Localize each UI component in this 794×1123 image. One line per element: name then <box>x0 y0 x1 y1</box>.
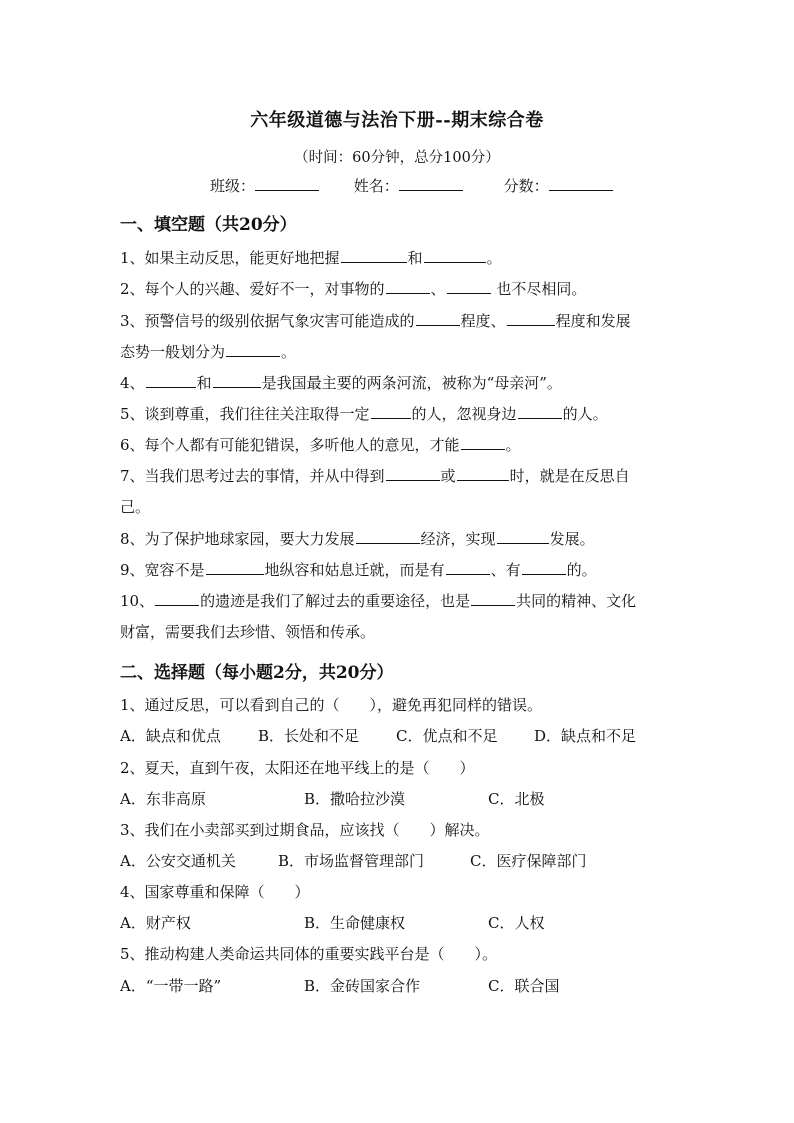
option-c[interactable]: C．人权 <box>488 914 545 932</box>
question-9 <box>120 559 680 581</box>
answer-blank[interactable] <box>457 467 509 481</box>
answer-blank[interactable] <box>424 249 486 263</box>
q5-text: 的人。 <box>562 405 608 423</box>
q3-text: 程度和发展 <box>555 312 631 330</box>
q8-text: 发展。 <box>549 530 595 548</box>
option-b[interactable]: B．生命健康权 <box>304 914 406 932</box>
q3-text: 3、预警信号的级别依据气象灾害可能造成的 <box>120 312 415 330</box>
q3-text: 程度、 <box>460 312 506 330</box>
answer-blank[interactable] <box>206 561 264 575</box>
choice-options-1 <box>120 725 680 747</box>
choice-question-1: 1、通过反思，可以看到自己的（ ），避免再犯同样的错误。 <box>120 696 543 714</box>
question-7-line-2: 己。 <box>120 498 151 516</box>
q4-text: 4、 <box>120 374 145 392</box>
name-label: 姓名： <box>353 177 399 195</box>
answer-blank[interactable] <box>522 561 566 575</box>
answer-blank[interactable] <box>155 592 199 606</box>
score-field <box>504 175 613 196</box>
section-fill-in-heading: 一、填空题（共20分） <box>120 215 297 235</box>
q3-text: 。 <box>281 343 297 361</box>
q6-text: 6、每个人都有可能犯错误，多听他人的意见，才能 <box>120 436 460 454</box>
q10-text: 的遗迹是我们了解过去的重要途径，也是 <box>200 592 471 610</box>
answer-blank[interactable] <box>213 374 261 388</box>
q7-text: 时，就是在反思自 <box>509 467 630 485</box>
choice-options-3 <box>120 850 680 872</box>
option-b[interactable]: B．撒哈拉沙漠 <box>304 790 406 808</box>
question-1 <box>120 247 680 269</box>
q10-text: 10、 <box>120 592 155 610</box>
name-field <box>354 175 463 196</box>
choice-question-3: 3、我们在小卖部买到过期食品，应该找（ ）解决。 <box>120 821 490 839</box>
class-field <box>210 175 319 196</box>
option-c[interactable]: C．医疗保障部门 <box>470 852 587 870</box>
score-blank[interactable] <box>549 176 613 191</box>
exam-subtitle: （时间：60分钟，总分100分） <box>294 150 500 166</box>
question-8 <box>120 528 680 550</box>
option-d[interactable]: D．缺点和不足 <box>534 727 637 745</box>
option-a[interactable]: A．缺点和优点 <box>120 727 221 745</box>
option-a[interactable]: A．公安交通机关 <box>120 852 236 870</box>
choice-options-4 <box>120 912 680 934</box>
q2-text: 也不尽相同。 <box>496 280 587 298</box>
section-choice-heading: 二、选择题（每小题2分，共20分） <box>120 663 394 683</box>
q1-text: 。 <box>486 249 502 267</box>
q8-text: 经济，实现 <box>420 530 496 548</box>
q9-text: 、有 <box>490 561 521 579</box>
choice-question-4: 4、国家尊重和保障（ ） <box>120 883 310 901</box>
question-3-line-1 <box>120 310 680 332</box>
q5-text: 的人，忽视身边 <box>411 405 517 423</box>
q2-text: 2、每个人的兴趣、爱好不一，对事物的 <box>120 280 385 298</box>
option-c[interactable]: C．北极 <box>488 790 545 808</box>
q6-text: 。 <box>505 436 521 454</box>
option-b[interactable]: B．市场监督管理部门 <box>278 852 425 870</box>
answer-blank[interactable] <box>518 405 562 419</box>
q2-text: 、 <box>430 280 446 298</box>
question-3-line-2 <box>120 341 680 363</box>
option-a[interactable]: A．财产权 <box>120 914 191 932</box>
q1-text: 1、如果主动反思，能更好地把握 <box>120 249 340 267</box>
answer-blank[interactable] <box>416 312 460 326</box>
option-a[interactable]: A．“一带一路” <box>120 977 222 995</box>
name-blank[interactable] <box>399 176 463 191</box>
q10-text: 共同的精神、文化 <box>516 592 637 610</box>
choice-options-2 <box>120 788 680 810</box>
student-info-row <box>210 175 630 196</box>
q9-text: 地纵容和姑息迁就，而是有 <box>264 561 445 579</box>
choice-question-5: 5、推动构建人类命运共同体的重要实践平台是（ ）。 <box>120 945 498 963</box>
option-b[interactable]: B．金砖国家合作 <box>304 977 421 995</box>
score-label: 分数： <box>503 177 549 195</box>
q9-text: 的。 <box>566 561 597 579</box>
q7-text: 7、当我们思考过去的事情，并从中得到 <box>120 467 385 485</box>
q4-text: 是我国最主要的两条河流，被称为“母亲河”。 <box>261 374 562 392</box>
option-c[interactable]: C．优点和不足 <box>396 727 498 745</box>
q9-text: 9、宽容不是 <box>120 561 205 579</box>
option-c[interactable]: C．联合国 <box>488 977 560 995</box>
answer-blank[interactable] <box>356 530 420 544</box>
answer-blank[interactable] <box>461 436 505 450</box>
q4-text: 和 <box>196 374 212 392</box>
question-6 <box>120 434 680 456</box>
class-blank[interactable] <box>255 176 319 191</box>
q1-text: 和 <box>407 249 423 267</box>
q8-text: 8、为了保护地球家园，要大力发展 <box>120 530 355 548</box>
choice-question-2: 2、夏天，直到午夜，太阳还在地平线上的是（ ） <box>120 759 475 777</box>
answer-blank[interactable] <box>507 312 555 326</box>
question-10-line-1 <box>120 590 680 612</box>
answer-blank[interactable] <box>471 592 515 606</box>
answer-blank[interactable] <box>371 405 411 419</box>
option-b[interactable]: B．长处和不足 <box>258 727 360 745</box>
answer-blank[interactable] <box>497 530 549 544</box>
answer-blank[interactable] <box>386 467 440 481</box>
question-2 <box>120 278 680 300</box>
answer-blank[interactable] <box>447 280 491 294</box>
question-7-line-1 <box>120 465 680 487</box>
answer-blank[interactable] <box>146 374 196 388</box>
question-5 <box>120 403 680 425</box>
answer-blank[interactable] <box>386 280 430 294</box>
question-10-line-2: 财富，需要我们去珍惜、领悟和传承。 <box>120 623 376 641</box>
option-a[interactable]: A．东非高原 <box>120 790 206 808</box>
answer-blank[interactable] <box>341 249 407 263</box>
q3-text: 态势一般划分为 <box>120 343 226 361</box>
answer-blank[interactable] <box>226 343 280 357</box>
class-label: 班级： <box>210 177 256 195</box>
exam-title: 六年级道德与法治下册--期末综合卷 <box>250 110 544 131</box>
choice-options-5 <box>120 975 680 997</box>
q5-text: 5、谈到尊重，我们往往关注取得一定 <box>120 405 370 423</box>
question-4 <box>120 372 680 394</box>
answer-blank[interactable] <box>446 561 490 575</box>
q7-text: 或 <box>440 467 456 485</box>
